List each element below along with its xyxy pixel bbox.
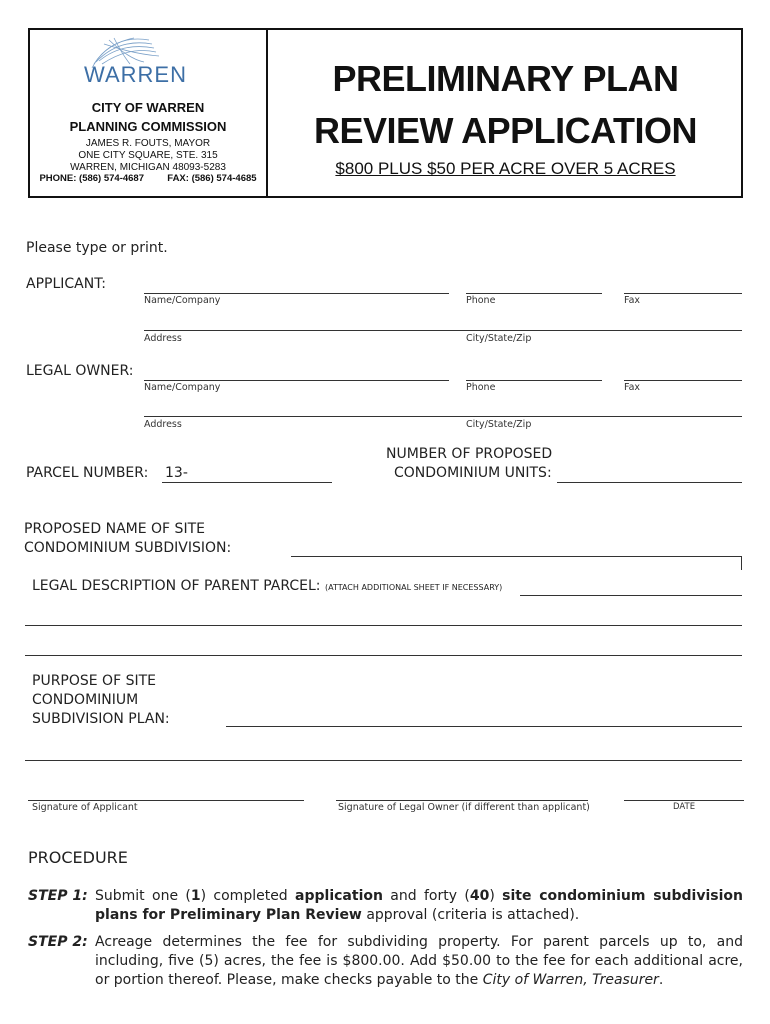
legal-desc-note: (ATTACH ADDITIONAL SHEET IF NECESSARY) [324, 583, 503, 592]
applicant-phone-caption: Phone [466, 295, 496, 306]
applicant-label: APPLICANT: [26, 276, 106, 292]
fee-line: $800 PLUS $50 PER ACRE OVER 5 ACRES [335, 159, 676, 178]
applicant-address-caption: Address [144, 333, 182, 344]
purpose-label-3: SUBDIVISION PLAN: [32, 711, 170, 727]
sig-applicant-caption: Signature of Applicant [32, 802, 138, 813]
legal-desc-label: LEGAL DESCRIPTION OF PARENT PARCEL: (ATTACH ADDITIONAL SHEET IF NECESSARY) [32, 578, 503, 594]
applicant-name-caption: Name/Company [144, 295, 221, 306]
purpose-label-2: CONDOMINIUM [32, 692, 139, 708]
applicant-city-caption: City/State/Zip [466, 333, 532, 344]
parcel-number-label: PARCEL NUMBER: [26, 465, 149, 481]
sig-owner-field[interactable] [336, 800, 588, 801]
step-1-text: Submit one (1) completed application and forty (40) site condominium subdivision plans for Preliminary Plan Review approval (criteria is attached). [95, 888, 743, 923]
org-address: ONE CITY SQUARE, STE. 315 [78, 150, 218, 161]
step-1-label: STEP 1: [28, 888, 88, 904]
sig-applicant-field[interactable] [28, 800, 304, 801]
site-name-field-end [741, 556, 742, 570]
org-mayor: JAMES R. FOUTS, MAYOR [85, 138, 211, 149]
step-2-text: Acreage determines the fee for subdividing property. For parent parcels up to, and including, five (5) acres, the fee is $800.00. Add $50.00 to the fee for each additional acre, or portion thereof. Please, make checks payable to the City of Warren, Treasurer. [95, 934, 743, 988]
org-city-zip: WARREN, MICHIGAN 48093-5283 [70, 162, 226, 173]
site-name-field[interactable] [291, 556, 742, 557]
step-2-label: STEP 2: [28, 934, 88, 950]
owner-phone-field[interactable] [466, 380, 602, 381]
owner-phone-caption: Phone [466, 382, 496, 393]
parcel-number-prefix: 13- [165, 465, 188, 481]
title-line-1: PRELIMINARY PLAN [332, 58, 679, 99]
instruction-text: Please type or print. [26, 240, 168, 256]
legal-desc-field-2[interactable] [25, 625, 742, 626]
purpose-label-1: PURPOSE OF SITE [32, 673, 156, 689]
org-fax: FAX: (586) 574-4685 [167, 173, 257, 184]
parcel-number-field[interactable] [162, 482, 332, 483]
owner-fax-caption: Fax [624, 382, 641, 393]
owner-name-caption: Name/Company [144, 382, 221, 393]
org-commission: PLANNING COMMISSION [69, 119, 227, 134]
units-label-2: CONDOMINIUM UNITS: [394, 465, 552, 481]
logo-swirl-icon [74, 34, 224, 90]
owner-city-caption: City/State/Zip [466, 419, 532, 430]
applicant-fax-caption: Fax [624, 295, 641, 306]
units-label-1: NUMBER OF PROPOSED [386, 446, 553, 462]
site-name-label-1: PROPOSED NAME OF SITE [24, 521, 205, 537]
applicant-fax-field[interactable] [624, 293, 742, 294]
purpose-field-2[interactable] [25, 760, 742, 761]
org-city: CITY OF WARREN [91, 100, 205, 115]
owner-address-field[interactable] [144, 416, 742, 417]
header-box [28, 28, 743, 198]
svg-text:WARREN: WARREN [84, 62, 187, 87]
units-field[interactable] [557, 482, 742, 483]
legal-desc-field-3[interactable] [25, 655, 742, 656]
applicant-name-field[interactable] [144, 293, 449, 294]
purpose-field-1[interactable] [226, 726, 742, 727]
sig-owner-caption: Signature of Legal Owner (if different than applicant) [338, 802, 590, 813]
applicant-phone-field[interactable] [466, 293, 602, 294]
owner-name-field[interactable] [144, 380, 449, 381]
legal-desc-field-1[interactable] [520, 595, 742, 596]
procedure-heading: PROCEDURE [28, 848, 128, 867]
title-line-2: REVIEW APPLICATION [313, 110, 697, 151]
applicant-address-field[interactable] [144, 330, 742, 331]
site-name-label-2: CONDOMINIUM SUBDIVISION: [24, 540, 232, 556]
owner-address-caption: Address [144, 419, 182, 430]
sig-date-field[interactable] [624, 800, 744, 801]
org-phone: PHONE: (586) 574-4687 [39, 173, 145, 184]
owner-fax-field[interactable] [624, 380, 742, 381]
legal-owner-label: LEGAL OWNER: [26, 363, 134, 379]
sig-date-caption: DATE [673, 802, 696, 812]
org-contact [30, 173, 266, 184]
warren-logo [74, 34, 224, 90]
